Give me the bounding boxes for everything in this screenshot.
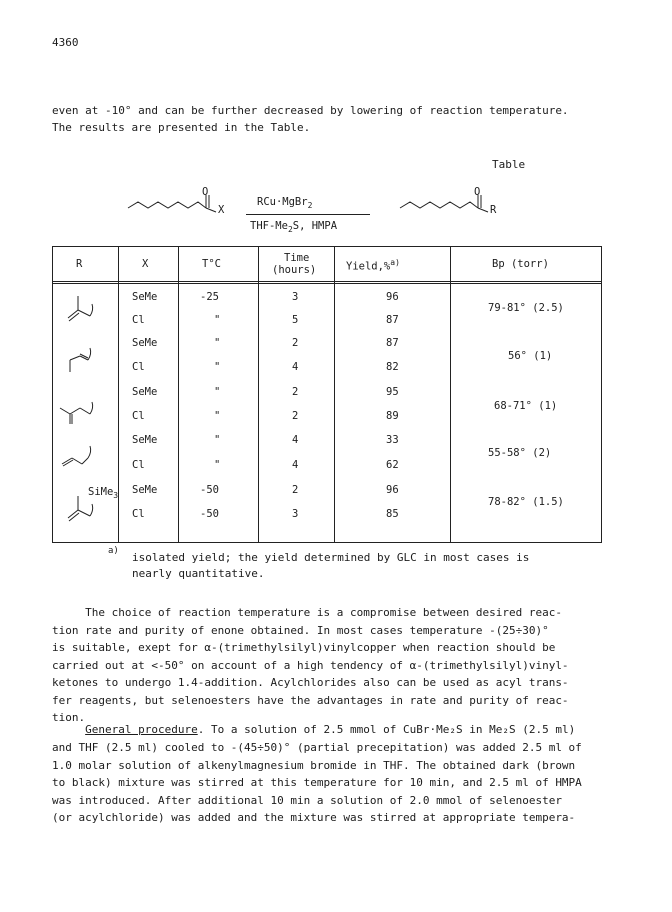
footnote-line-2: nearly quantitative. xyxy=(132,567,265,580)
cell-time: 3 xyxy=(292,291,299,303)
cell-yield: 96 xyxy=(386,291,399,303)
text-line: fer reagents, but selenoesters have the advantages in rate and purity of reac- xyxy=(52,693,569,707)
cell-x: SeMe xyxy=(132,484,158,496)
cell-yield: 95 xyxy=(386,386,399,398)
procedure-heading: General procedure xyxy=(85,723,198,736)
text-line: tion rate and purity of enone obtained. In most cases temperature -(25÷30)° xyxy=(52,623,549,637)
cell-x: Cl xyxy=(132,314,145,326)
cell-time: 5 xyxy=(292,314,299,326)
cell-x: SeMe xyxy=(132,291,158,303)
butenyl-structure-icon xyxy=(62,446,91,466)
cell-x: Cl xyxy=(132,459,145,471)
cell-yield: 82 xyxy=(386,361,399,373)
header-yield: Yield,%$^{a)}$ xyxy=(346,258,400,273)
cell-time: 2 xyxy=(292,410,299,422)
cell-temperature: -50 xyxy=(200,484,219,496)
cell-temperature: " xyxy=(214,361,221,373)
header-time-unit: (hours) xyxy=(272,264,317,276)
bp-value-5: 78-82° (1.5) xyxy=(488,496,564,508)
product-structure xyxy=(392,186,502,222)
header-time: Time xyxy=(284,252,310,264)
cell-temperature: -50 xyxy=(200,508,219,520)
text-line: (or acylchloride) was added and the mixture was stirred at appropriate tempera- xyxy=(52,811,576,825)
cell-time: 2 xyxy=(292,484,299,496)
text-line: ketones to undergo 1.4-addition. Acylchlorides also can be used as acyl trans- xyxy=(52,676,569,689)
reagent-bottom: THF-$Me_2S$, HMPA xyxy=(250,220,338,235)
cell-temperature: " xyxy=(214,314,221,326)
text-line: to black) mixture was stirred at this temperature for 10 min, and 2.5 ml of HMPA xyxy=(52,776,582,790)
table-label: Table xyxy=(492,158,526,171)
intro-line-2: The results are presented in the Table. xyxy=(52,121,311,134)
header-temperature: T°C xyxy=(202,258,221,270)
sime3-label: SiMe$_3$ xyxy=(88,486,119,501)
text-line: 1.0 molar solution of alkenylmagnesium bromide in THF. The obtained dark (brown xyxy=(52,758,576,772)
intro-line-1: even at -10° and can be further decreased by lowering of reaction temperature. xyxy=(52,104,569,117)
text-line: is suitable, exept for α-(trimethylsilyl)vinylcopper when reaction should be xyxy=(52,641,556,654)
footnote-line-1: isolated yield; the yield determined by GLC in most cases is xyxy=(132,551,530,564)
cell-yield: 87 xyxy=(386,314,399,326)
cell-x: SeMe xyxy=(132,386,158,398)
cell-time: 2 xyxy=(292,337,299,349)
cell-x: SeMe xyxy=(132,337,158,349)
text-line: tion. xyxy=(52,711,86,724)
reagent-top: RCu·MgBr$_2$ xyxy=(257,196,313,211)
header-bp: Bp (torr) xyxy=(492,258,549,270)
dimethylpropenyl-structure-icon xyxy=(60,402,93,424)
cell-yield: 33 xyxy=(386,434,399,446)
bp-value-3: 68-71° (1) xyxy=(494,400,558,412)
cell-temperature: " xyxy=(214,386,221,398)
propenyl-structure-icon xyxy=(70,348,91,372)
leaving-group-x: X xyxy=(218,204,225,216)
header-r: R xyxy=(76,258,83,270)
cell-temperature: " xyxy=(214,410,221,422)
cell-temperature: " xyxy=(214,434,221,446)
cell-time: 2 xyxy=(292,386,299,398)
oxygen-label-right: O xyxy=(474,186,481,198)
bp-value-1: 79-81° (2.5) xyxy=(488,302,564,314)
cell-yield: 87 xyxy=(386,337,399,349)
cell-temperature: " xyxy=(214,337,221,349)
cell-x: SeMe xyxy=(132,434,158,446)
text-line: The choice of reaction temperature is a compromise between desired reac- xyxy=(52,606,562,619)
cell-time: 4 xyxy=(292,361,299,373)
procedure-first-line: General procedure. To a solution of 2.5 mmol of CuBr·Me₂S in Me₂S (2.5 ml) xyxy=(85,723,576,736)
cell-temperature: -25 xyxy=(200,291,219,303)
cell-yield: 89 xyxy=(386,410,399,422)
bp-value-4: 55-58° (2) xyxy=(488,447,552,459)
cell-time: 4 xyxy=(292,459,299,471)
cell-time: 3 xyxy=(292,508,299,520)
text-line: and THF (2.5 ml) cooled to -(45÷50)° (partial precepitation) was added 2.5 ml of xyxy=(52,741,582,754)
cell-yield: 85 xyxy=(386,508,399,520)
reaction-arrow xyxy=(246,214,370,215)
bp-value-2: 56° (1) xyxy=(508,350,553,362)
cell-x: Cl xyxy=(132,361,145,373)
header-x: X xyxy=(142,258,149,270)
text-line: carried out at <-50° on account of a high tendency of α-(trimethylsilyl)vinyl- xyxy=(52,658,569,672)
isopropenyl-structure-icon xyxy=(68,296,93,321)
text-line: was introduced. After additional 10 min a solution of 2.0 mmol of selenoester xyxy=(52,793,562,807)
cell-yield: 96 xyxy=(386,484,399,496)
product-group-r: R xyxy=(490,204,497,216)
oxygen-label-left: O xyxy=(202,186,209,198)
page-number: 4360 xyxy=(52,36,79,49)
cell-x: Cl xyxy=(132,410,145,422)
footnote-mark: a) xyxy=(108,546,119,556)
cell-yield: 62 xyxy=(386,459,399,471)
cell-temperature: " xyxy=(214,459,221,471)
cell-time: 4 xyxy=(292,434,299,446)
cell-x: Cl xyxy=(132,508,145,520)
